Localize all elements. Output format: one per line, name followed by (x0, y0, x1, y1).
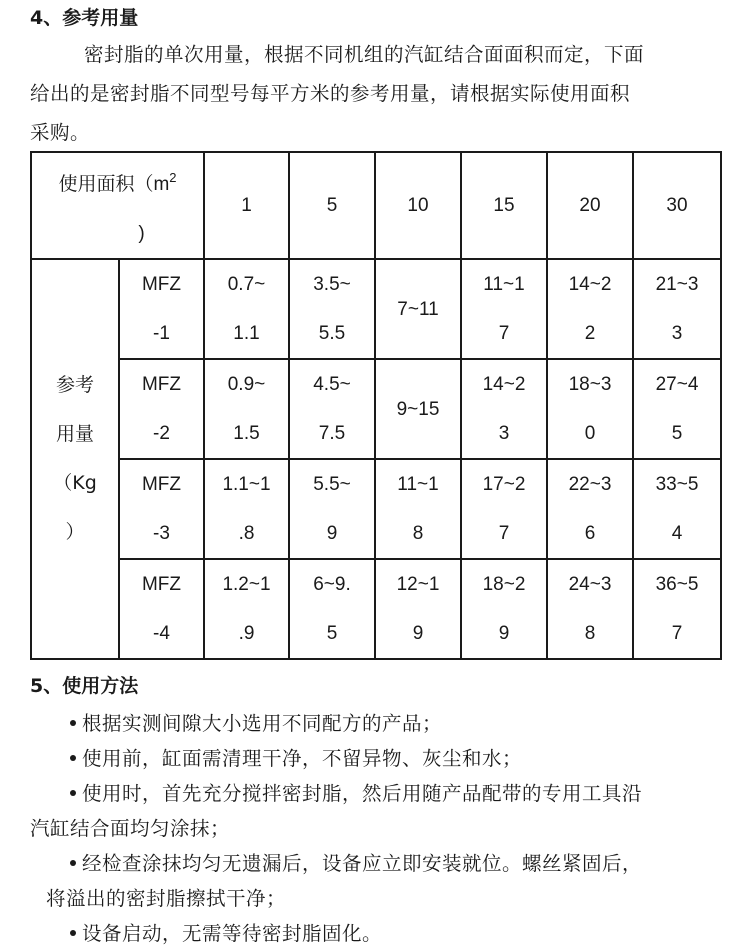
value-line: .8 (238, 523, 255, 544)
area-header-text: ) (138, 223, 145, 244)
table-header-row (31, 152, 721, 259)
value-cell (289, 259, 375, 359)
value-line: 33~5 (655, 474, 699, 495)
value-line: 5.5 (318, 323, 346, 344)
usage-method-list (30, 706, 730, 951)
list-item (30, 741, 730, 776)
side-label-line: 用量 (55, 423, 94, 445)
value-line: 18~2 (482, 574, 526, 595)
value-line: 1.1 (233, 323, 260, 344)
value-line: 36~5 (655, 574, 699, 595)
model-line: -2 (153, 423, 170, 444)
value-line: 5.5~ (313, 474, 351, 495)
value-line: 9 (498, 623, 510, 644)
value-cell (633, 459, 721, 559)
value-line: 4.5~ (313, 374, 351, 395)
list-item-text: 使用前，缸面需清理干净，不留异物、灰尘和水； (82, 747, 523, 770)
bullet-dot-icon (70, 790, 76, 796)
value-line: 5 (326, 623, 338, 644)
area-header-cell: 30 (633, 152, 721, 259)
value-line: 12~1 (396, 574, 440, 595)
intro-line: 给出的是密封脂不同型号每平方米的参考用量，请根据实际使用面积 (30, 82, 631, 105)
value-line: 11~1 (397, 474, 439, 495)
value-line: 7~11 (397, 298, 439, 320)
bullet-dot-icon (70, 720, 76, 726)
area-header-cell: 10 (375, 152, 461, 259)
table-row (31, 459, 721, 559)
value-cell (547, 259, 633, 359)
area-header-cell: 15 (461, 152, 547, 259)
value-cell (547, 359, 633, 459)
area-header-text: 使用面积（m (58, 174, 170, 195)
value-line: .9 (238, 623, 255, 644)
value-line: 11~1 (483, 274, 525, 295)
side-label-line: ） (65, 521, 85, 543)
model-cell (119, 459, 204, 559)
value-line: 3 (498, 423, 510, 444)
value-cell (289, 559, 375, 659)
value-line: 1.5 (233, 423, 260, 444)
model-line: MFZ (141, 574, 182, 595)
area-header-cell: 5 (289, 152, 375, 259)
value-cell (289, 359, 375, 459)
section-5-heading: 5、使用方法 (30, 675, 139, 697)
table-row (31, 359, 721, 459)
value-line: 21~3 (655, 274, 699, 295)
reference-usage-table (30, 151, 722, 660)
value-line: 0.9~ (227, 374, 266, 395)
value-line: 1.2~1 (222, 574, 271, 595)
area-header-cell: 20 (547, 152, 633, 259)
value-cell (461, 459, 547, 559)
usage-side-label (31, 259, 119, 659)
value-cell (204, 359, 289, 459)
value-cell (633, 259, 721, 359)
value-line: 3 (671, 323, 683, 344)
area-header-label (31, 152, 204, 259)
value-cell (633, 559, 721, 659)
value-cell (204, 259, 289, 359)
list-item (30, 846, 730, 881)
intro-line: 密封脂的单次用量，根据不同机组的汽缸结合面面积而定，下面 (84, 43, 645, 66)
value-cell (547, 559, 633, 659)
value-cell (204, 459, 289, 559)
area-header-cell: 1 (204, 152, 289, 259)
value-line: 7 (498, 523, 510, 544)
value-line: 27~4 (655, 374, 699, 395)
value-line: 8 (584, 623, 596, 644)
value-line: 14~2 (568, 274, 612, 295)
value-cell (633, 359, 721, 459)
table-row (31, 559, 721, 659)
bullet-dot-icon (70, 860, 76, 866)
model-line: -4 (153, 623, 170, 644)
model-line: MFZ (141, 474, 182, 495)
value-cell (461, 559, 547, 659)
value-line: 1.1~1 (222, 474, 271, 495)
table-row (31, 259, 721, 359)
value-line: 4 (671, 523, 683, 544)
value-line: 22~3 (568, 474, 612, 495)
list-item-text: 设备启动，无需等待密封脂固化。 (82, 922, 383, 945)
value-cell (547, 459, 633, 559)
section-4-intro (30, 35, 730, 152)
value-line: 9~15 (396, 398, 440, 420)
value-line: 7 (498, 323, 510, 344)
list-item-continuation: 汽缸结合面均匀涂抹； (30, 817, 231, 840)
value-line: 5 (671, 423, 683, 444)
side-label-line: 参考 (55, 374, 94, 396)
value-line: 18~3 (568, 374, 612, 395)
list-item (30, 916, 730, 951)
model-line: -1 (153, 323, 170, 344)
value-line: 14~2 (482, 374, 526, 395)
list-item-text: 经检查涂抹均匀无遗漏后，设备应立即安装就位。螺丝紧固后， (82, 852, 643, 875)
value-line: 24~3 (568, 574, 612, 595)
value-line: 3.5~ (313, 274, 351, 295)
value-cell (461, 359, 547, 459)
intro-line: 采购。 (30, 121, 91, 144)
value-cell (375, 259, 461, 359)
value-line: 7 (671, 623, 683, 644)
value-cell (204, 559, 289, 659)
value-line: 0.7~ (227, 274, 266, 295)
value-cell (375, 559, 461, 659)
list-item (30, 776, 730, 811)
section-4-heading: 4、参考用量 (30, 7, 139, 29)
value-line: 0 (584, 423, 596, 444)
value-line: 8 (412, 523, 424, 544)
value-line: 6 (584, 523, 596, 544)
model-line: MFZ (141, 374, 182, 395)
list-item-text: 根据实测间隙大小选用不同配方的产品； (82, 712, 443, 735)
model-line: -3 (153, 523, 170, 544)
value-line: 17~2 (482, 474, 526, 495)
bullet-dot-icon (70, 930, 76, 936)
value-cell (375, 459, 461, 559)
list-item-continuation: 将溢出的密封脂擦拭干净； (46, 887, 287, 910)
value-line: 2 (584, 323, 596, 344)
value-line: 9 (412, 623, 424, 644)
value-cell (461, 259, 547, 359)
model-cell (119, 559, 204, 659)
value-cell (375, 359, 461, 459)
list-item (30, 706, 730, 741)
area-header-superscript: 2 (169, 170, 177, 185)
value-line: 9 (326, 523, 338, 544)
model-cell (119, 259, 204, 359)
model-cell (119, 359, 204, 459)
model-line: MFZ (141, 274, 182, 295)
value-line: 7.5 (318, 423, 346, 444)
side-label-line: （Kg (53, 472, 97, 494)
list-item-text: 使用时，首先充分搅拌密封脂，然后用随产品配带的专用工具沿 (82, 782, 643, 805)
value-cell (289, 459, 375, 559)
value-line: 6~9. (313, 574, 351, 595)
bullet-dot-icon (70, 755, 76, 761)
